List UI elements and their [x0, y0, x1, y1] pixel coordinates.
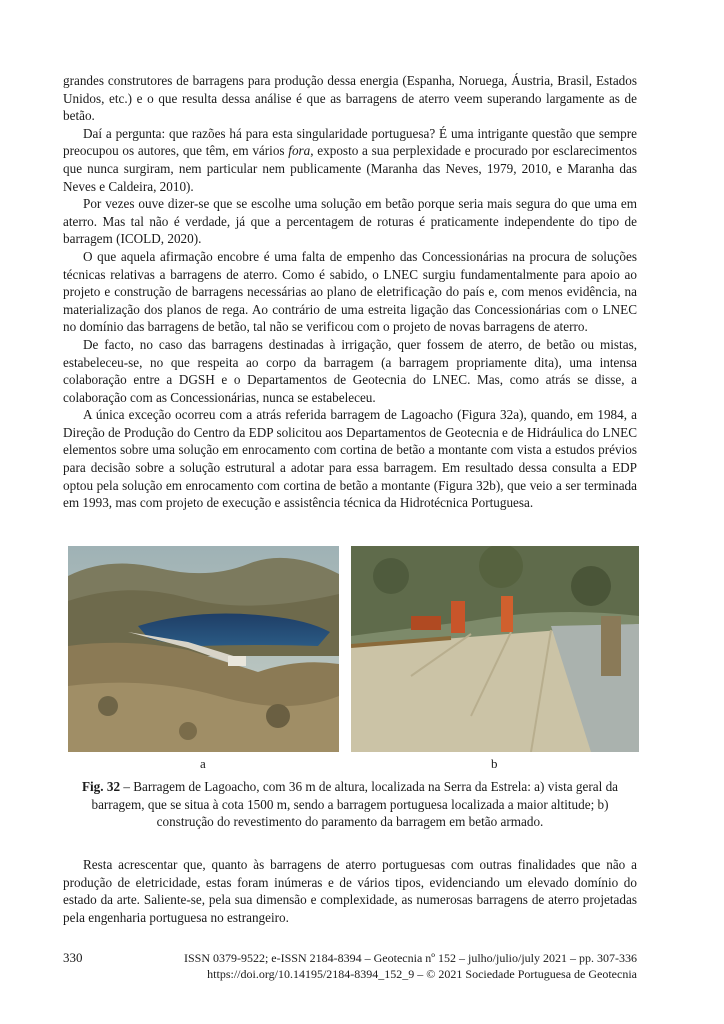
paragraph-2 [63, 125, 637, 195]
figure-label-b: b [491, 756, 498, 771]
figure-label-a: a [200, 756, 206, 771]
body-text [63, 72, 637, 512]
dam-overview-photo [68, 546, 339, 752]
facing-construction-photo [351, 546, 639, 752]
caption-number: Fig. 32 [81, 779, 121, 794]
footer-citation [184, 950, 637, 982]
paragraph-5: De facto, no caso das barragens destinadas à irrigação, quer fossem de aterro, de betão ou mistas, estabeleceu-se, no que respeita ao corpo da barragem (a barragem propriamente dita), uma intensa colaboração entre a DGSH e o Departamentos de Geotecnia do LNEC. Mas, como atrás se disse, a colaboração com as Concessionárias, nunca se estabeleceu. [63, 336, 637, 405]
paragraph-1: grandes construtores de barragens para produção dessa energia (Espanha, Noruega, Áustria, Brasil, Estados Unidos, etc.) e o que resulta dessa análise é que as barragens de aterro veem superando largamente as de betão. [63, 73, 637, 124]
caption-text: – Barragem de Lagoacho, com 36 m de altura, localizada na Serra da Estrela: a) vista geral da barragem, que se situa à cota 1500 m, sendo a barragem portuguesa localizada a maior altitude; b) construção do revestimento do paramento da barragem em betão armado. [91, 779, 619, 830]
doi-line: https://doi.org/10.14195/2184-8394_152_9 – © 2021 Sociedade Portuguesa de Geotecnia [207, 967, 637, 981]
paragraph-3: Por vezes ouve dizer-se que se escolhe uma solução em betão porque seria mais segura do que uma em aterro. Mas tal não é verdade, já que a percentagem de roturas é praticamente independente do tipo de barragem (ICOLD, 2020). [63, 196, 637, 247]
paragraph-2-end: , exposto a sua perplexidade e procurado por esclarecimentos que nunca surgiram, nem particular nem publicamente (Maranha das Neves, 1979, 2010, e Maranha das Neves e Caldeira, 2010). [63, 143, 638, 194]
paragraph-4: O que aquela afirmação encobre é uma falta de empenho das Concessionárias na procura de soluções técnicas relativas a barragens de aterro. Como é sabido, o LNEC surgiu fundamentalmente para apoio ao projeto e construção de barragens necessárias ao plano de eletrificação do país e, com menos evidência, na materialização dos planos de rega. Ao contrário de uma estreita ligação das Concessionárias com o LNEC no domínio das barragens de betão, tal não se verificou com o projeto de novas barragens de aterro. [63, 248, 637, 335]
paragraph-2-italic: fora [288, 143, 311, 159]
closing-paragraph: Resta acrescentar que, quanto às barragens de aterro portuguesas com outras finalidades que não a produção de eletricidade, estas foram inúmeras e de vários tipos, evidenciando um elevado domínio do estado da arte. Saliente-se, pela sua dimensão e complexidade, as numerosas barragens de aterro projetadas pela engenharia portuguesa no estrangeiro. [63, 857, 637, 925]
closing-text [63, 856, 637, 926]
page-number: 330 [63, 950, 83, 965]
figure-caption [63, 778, 637, 831]
paragraph-6: A única exceção ocorreu com a atrás referida barragem de Lagoacho (Figura 32a), quando, em 1984, a Direção de Produção do Centro da EDP solicitou aos Departamentos de Geotecnia e de Hidráulica do LNEC elementos sobre uma solução em enrocamento com cortina de betão a montante com vista a estudos prévios para decisão sobre a solução estrutural a adotar para essa barragem. Em resultado dessa consulta a EDP optou pela solução em enrocamento com cortina de betão a montante (Figura 32b), que veio a ser terminada em 1993, mas com projeto de execução e assistência técnica da Hidrotécnica Portuguesa. [63, 407, 637, 511]
paragraph-2-start: Daí a pergunta: que razões há para esta singularidade portuguesa? É uma intrigante questão que sempre preocupou os autores, que têm, em vários [63, 125, 637, 159]
journal-line: ISSN 0379-9522; e-ISSN 2184-8394 – Geotecnia nº 152 – julho/julio/july 2021 – pp. 307-336 [183, 951, 637, 965]
